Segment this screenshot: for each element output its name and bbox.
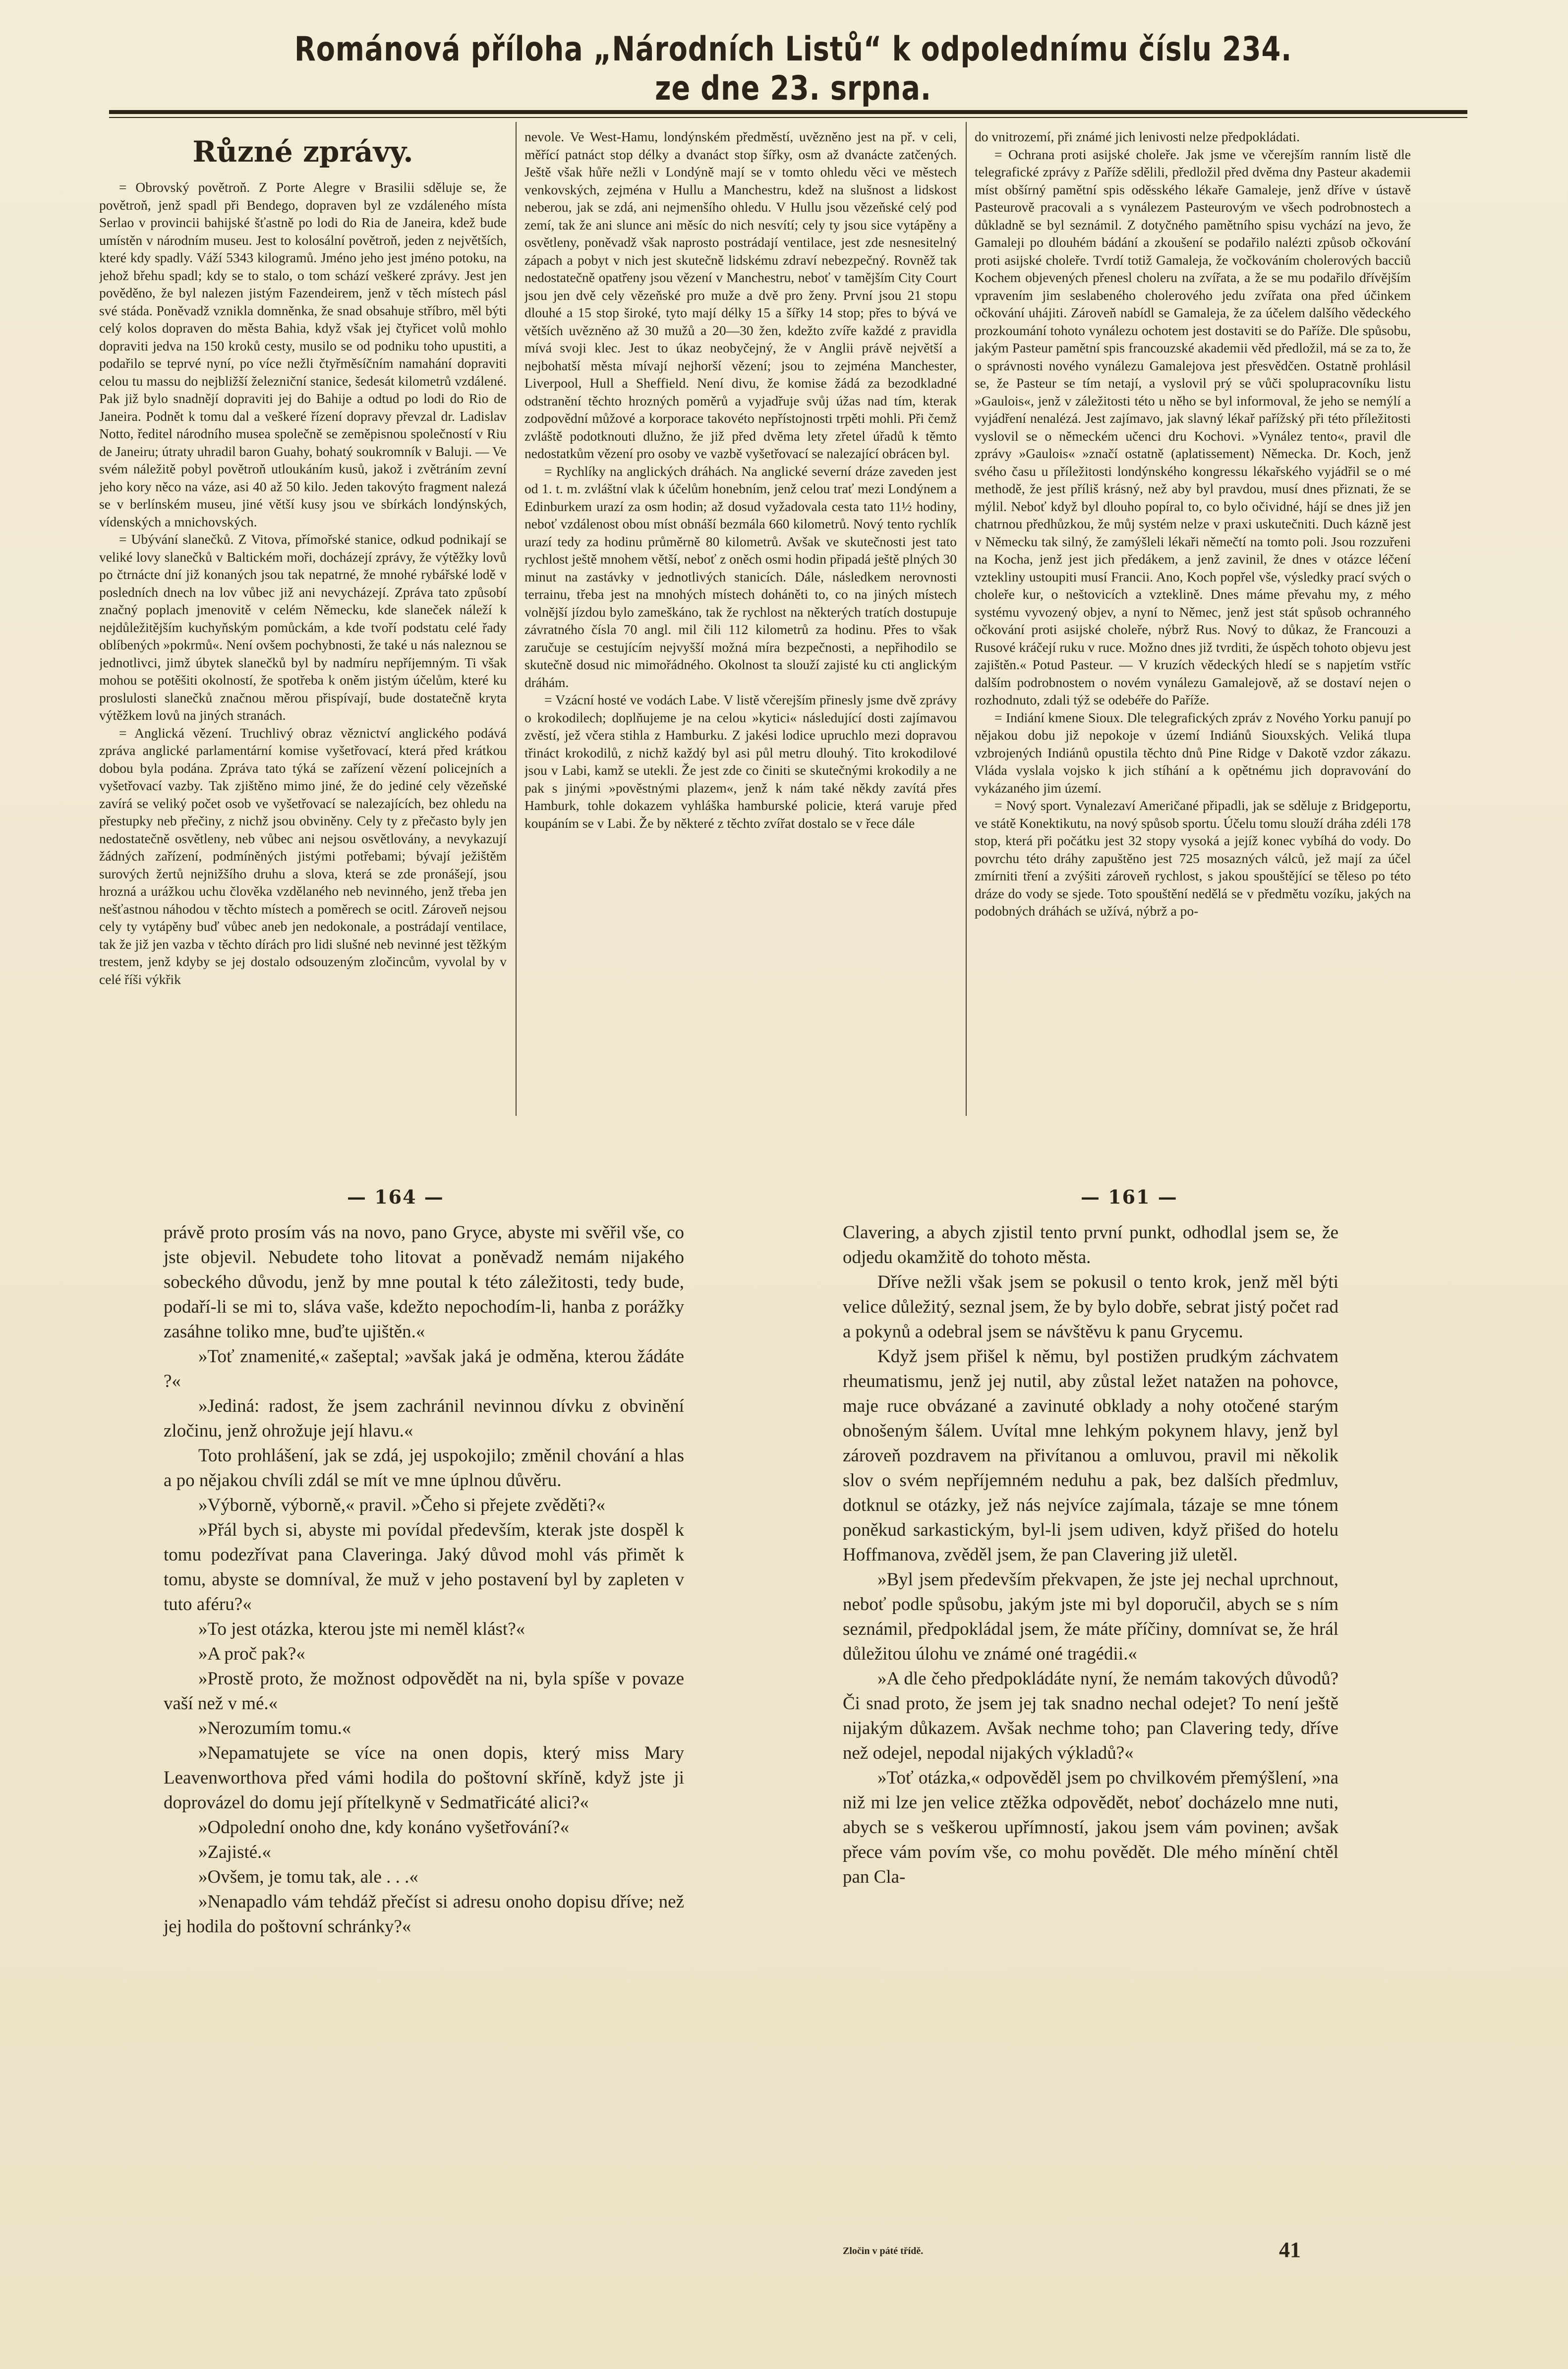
story-paragraph: »Byl jsem především překvapen, že jste jej nechal uprchnout, neboť podle spůsobu, jakým jste mi byl doporučil, abych se s ním seznámil, předpokládal jsem, že máte příčiny, domnívat se, že hrál důležitou úlohu ve známé oné tragédii.«: [843, 1569, 1338, 1664]
news-item: = Obrovský povětroň. Z Porte Alegre v Brasilii sděluje se, že povětroň, jenž spadl při Bendego, dopraven byl ze vzdáleného místa Serlao v provincii bahijské šťastně po lodi do Ria de Janeira, kdež bude umístěn v národním museu. Jest to kolosální povětroň, jeden z největších, které kdy spadly. Váží 5343 kilogramů. Jméno jeho jest jméno potoku, na jehož břehu spadl; kdy se to stalo, o tom schází veškeré zprávy. Jest jen pověděno, že byl nalezen jistým Fazendeirem, jenž v těch místech pásl své stáda. Poněvadž vznikla domněnka, že snad obsahuje stříbro, měl býti celý kolos dopraven do města Bahia, když však jej čtyřicet volů mohlo dopraviti jedva na 150 kroků cesty, musilo se od podniku toho upustiti, a podařilo se teprvé nyní, po více nežli čtyřměsíčním namahání dopraviti celou tu massu do nejbližší železniční stanice, šedesát kilometrů vzdálené. Pak již bylo snadnějí dopraviti jej do Bahije a odtud po lodi do Rio de Janeira. Podnět k tomu dal a veškeré řízení dopravy převzal dr. Ladislav Notto, ředitel národního musea společně se zeměpisnou společností v Riu de Janeiru; útraty uhradil baron Guahy, bohatý soukromník v Baluji. — Ve svém náležitě pobyl povětroň utloukáním kusů, jakož i zvětráním zevní jeho kory něco na váze, asi 40 až 50 kilo. Jeden takovýto fragment nalezá se v berlínském museu, jiné větší kusy jsou ve sbírkách londýnských, vídenských a mnichovských.: [99, 179, 507, 529]
right-page-number: — 161 —: [1081, 1186, 1178, 1208]
news-item: = Anglická vězení. Truchlivý obraz věznictví anglického podává zpráva anglické parlamentární komise vyšetřovací, která před krátkou dobou byla podána. Zpráva tato týká se zařízení vězení policejních a vyšetřovací vazby. Tak zjištěno mimo jiné, že do jediné cely vězeňské zavírá se veliký počet osob ve vyšetřovací se nalezajících, bez ohledu na přestupky neb přečiny, z nichž jsou obviněny. Cely ty z přečasto byly jen nedostatečně osvětleny, neb vůbec ani nejsou osvětlovány, a nevykazují žádných zařízení, podmíněných jistými potřebami; bývají ježištěm surových žertů nejnižšího druhu a slova, která se zde pronášejí, jsou hrozná a urážkou uchu člověka vzdělaného neb nevinného, jenž třeba jen nešťastnou náhodou v těchto místech a poměrech se ocitl. Zároveň nejsou cely ty vytápěny buď vůbec aneb jen nedokonale, a postrádají ventilace, tak že již jen vazba v těchto dírách pro lidi slušné neb nevinné jest těžkým trestem, jenž kdyby se jej dostalo odsouzeným zločincům, vyvolal by v celé říši výkřik: [99, 725, 507, 987]
story-paragraph: »Prostě proto, že možnost odpovědět na ni, byla spíše v povaze vaší než v mé.«: [164, 1669, 684, 1714]
story-paragraph: »Ovšem, je tomu tak, ale . . .«: [198, 1867, 418, 1887]
story-paragraph: Když jsem přišel k němu, byl postižen prudkým záchvatem rheumatismu, jenž jej nutil, aby zůstal ležet natažen na pohovce, maje ruce obvázané a zavinuté obklady a nohy otočené starým obnošeným šálem. Uvítal mne lehkým pokynem hlavy, jenž byl zároveň pozdravem na přivítanou a omluvou, pravil mi několik slov o svém nepříjemném neduhu a pak, bez dalších předmluv, dotknul se otázky, jež nás nejvíce zajímala, tázaje se mne tónem poněkud sarkastickým, byl-li jsem udiven, když přišed do hotelu Hoffmanova, zvěděl jsem, že pan Clavering již uletěl.: [843, 1346, 1338, 1565]
news-item: = Vzácní hosté ve vodách Labe. V listě včerejším přinesly jsme dvě zprávy o krokodilech; doplňujeme je na celou »kytici« následující dosti zajímavou zvěstí, jež včera stihla z Hamburku. Z jakési lodice upruchlo mezi dopravou třináct krokodilů, z nichž každý byl asi půl metru dlouhý. Tito krokodilové jsou v Labi, kamž se utekli. Že jest zde co činiti se skutečnými krokodily a ne pak s jinými »pověstnými plazem«, jenž k nám také někdy zavítá přes Hamburk, tohle dokazem vyhláška hamburské policie, která varuje před koupáním se v Labi. Že by některé z těchto zvířat dostalo se v řece dále: [524, 692, 957, 831]
story-paragraph: Dříve nežli však jsem se pokusil o tento krok, jenž měl býti velice důležitý, seznal jsem, že by bylo dobře, sebrat jistý počet rad a pokynů a odebral jsem se návštěvu k panu Grycemu.: [843, 1272, 1338, 1342]
signature-footer-number: 41: [1279, 2238, 1301, 2262]
story-paragraph: Toto prohlášení, jak se zdá, jej uspokojilo; změnil chování a hlas a po nějakou chvíli zdál se mít ve mne úplnou důvěru.: [164, 1445, 684, 1491]
story-paragraph: »A dle čeho předpokládáte nyní, že nemám takových důvodů? Či snad proto, že jsem jej tak snadno nechal odejet? To není ještě nijakým důkazem. Avšak nechme toho; pan Clavering tedy, dříve než odejel, nepodal nijakých výkladů?«: [843, 1669, 1338, 1763]
right-story-page: [843, 1220, 1338, 1890]
story-paragraph: »Zajisté.«: [198, 1842, 271, 1862]
left-story-page: [164, 1220, 684, 1939]
news-column-2: [524, 128, 957, 1119]
page-header-title: Románová příloha „Národních Listů“ k odpolednímu číslu 234. ze dne 23. srpna.: [294, 30, 1292, 108]
news-item: = Nový sport. Vynalezaví Američané připadli, jak se sděluje z Bridgeportu, ve státě Konektikutu, na nový spůsob sportu. Účelu tomu slouží dráha zdéli 178 stop, která při počátku jest 32 stopy vysoká a jejíž konec vybíhá do vody. Do povrchu této dráhy zapuštěno jest 725 mosazných válců, jež mají za účel zmírniti tření a zvýšiti zároveň rychlost, s jakou spouštějící se těleso po této dráze do vody se sjede. Toto spouštění nedělá se v předmětu vozíku, jakých na podobných dráhách se užívá, nýbrž a po-: [975, 798, 1411, 919]
header-rule-thin: [109, 117, 1467, 118]
news-column-3: [975, 128, 1411, 1119]
header-rule: [109, 110, 1467, 114]
news-item: = Indiání kmene Sioux. Dle telegrafických zpráv z Nového Yorku panují po nějakou dobu již nepokoje v území Indiánů Siouxských. Veliká tlupa vzbrojených Indiánů opustila těchto dnů Pine Ridge v Dakotě vzdor zákazu. Vláda vyslala vojsko k jich stíhání a k opětnému jich dopravování do vykázaného jim území.: [975, 709, 1411, 796]
left-page-number: — 164 —: [347, 1186, 444, 1208]
story-paragraph: »A proč pak?«: [198, 1644, 305, 1664]
story-paragraph: »Výborně, výborně,« pravil. »Čeho si přejete zvěděti?«: [198, 1495, 605, 1515]
column-divider-1: [516, 122, 517, 1116]
news-item: = Ubývání slanečků. Z Vitova, přímořské stanice, odkud podnikají se veliké lovy slanečků v Baltickém moři, docházejí zprávy, že výtěžky lovů po čtrnácte dní již konaných jsou tak nepatrné, že mnohé rybářské lodě v posledních dnech na lov vůbec již ani nevycházejí. Zpráva tato způsobí značný poplach jmenovitě v celém Německu, kde slaneček náleží k nejdůležitějším kuchyňským pomůckám, a kde tvoří podstatu celé řady oblíbených »pokrmů«. Není ovšem pochybnosti, že také u nás naleznou se jednotlivci, jimž úbytek slanečků byl by nadmíru nepříjemným. Ti však mohou se potěšiti okolností, že spotřeba k oněm jistým účelům, které ku proslulosti slanečků značnou měrou přispívají, bude dostatečně kryta výtěžkem lovů na jiných stranách.: [99, 531, 507, 723]
signature-footer-text: Zločin v páté třídě.: [843, 2246, 924, 2256]
story-paragraph: »Nenapadlo vám tehdáž přečíst si adresu onoho dopisu dříve; než jej hodila do poštovní schránky?«: [164, 1892, 684, 1937]
story-paragraph: »Nepamatujete se více na onen dopis, který miss Mary Leavenworthova před vámi hodila do poštovní skříně, když jste ji doprovázel do domu její přítelkyně v Sedmatřicáté alici?«: [164, 1743, 684, 1813]
news-item: = Rychlíky na anglických dráhách. Na anglické severní dráze zaveden jest od 1. t. m. zvláštní vlak k účelům honebním, jenž celou trať mezi Londýnem a Edinburkem urazí za osm hodin; až dosud vyžadovala cesta tato 11½ hodiny, neboť vzdálenost obou míst obnáší bezmála 660 kilometrů. Nový tento rychlík urazí tedy za hodinu průměrně 80 kilometrů. Avšak ve skutečnosti jest tato rychlost ještě mnohem větší, neboť z oněch osmi hodin připadá ještě plných 30 minut na zastávky v jednotlivých stanicích. Dále, následkem nerovnosti terrainu, třeba jest na mnohých místech doháněti to, co na jiných místech volnější jízdou bylo zameškáno, tak že rychlost na některých tratích dostupuje závratného čísla 70 angl. mil čili 112 kilometrů za hodinu. Přes to však zaručuje se cestujícím nejvyšší možná míra bezpečnosti, a nepřihodilo se skutečně dosud nic mimořádného. Okolnost ta slouží zajisté ku cti anglickým dráhám.: [524, 463, 957, 690]
story-paragraph: »Toť znamenité,« zašeptal; »avšak jaká je odměna, kterou žádáte ?«: [164, 1346, 684, 1391]
story-paragraph: právě proto prosím vás na novo, pano Gryce, abyste mi svěřil vše, co jste objevil. Nebudete toho litovat a poněvadž nemám nijakého sobeckého důvodu, jenž by mne poutal k této záležitosti, tedy bude, podaří-li se mi to, sláva vaše, kdežto nepochodím-li, hanba z porážky zasáhne toliko mne, buďte ujištěn.«: [164, 1222, 684, 1342]
story-paragraph: »Přál bych si, abyste mi povídal především, kterak jste dospěl k tomu podezřívat pana Claveringa. Jaký důvod mohl vás přimět k tomu, abyste se domníval, že muž v jeho postavení byl by zapleten v tuto aféru?«: [164, 1520, 684, 1615]
news-item: do vnitrozemí, při známé jich lenivosti nelze předpokládati.: [975, 129, 1300, 144]
news-column-1: [99, 128, 507, 1119]
story-paragraph: »To jest otázka, kterou jste mi neměl klást?«: [198, 1619, 525, 1639]
news-section-title: Různé zprávy.: [192, 135, 413, 169]
news-item: = Ochrana proti asijské choleře. Jak jsme ve včerejším ranním listě dle telegrafické zprávy z Paříže sdělili, předložil před dvěma dny Pasteur akademii míst obšírný pamětní spis oděsského lékaře Gamaleje, jenž dříve v ústavě Pasteurově pracovali a s vynálezem Pasteurovým ve všech podrobnostech a důkladně se byl seznámil. Z dotyčného pamětního spisu vychází na jevo, že Gamaleji po dlouhém bádání a zkoušení se podařilo nalézti způsob očkování proti asijské choleře. Tvrdí totiž Gamaleja, že vočkováním cholerových bacciů Kochem objevených přenesl choleru na zvířata, a že se mu podařilo dřívějším vpravením jim seslabeného cholerového jedu zvířata ona před účinkem očkování uhájiti. Zároveň nabídl se Gamaleja, že za účelem dalšího vědeckého prozkoumání tohoto vynálezu ochotem jest dostaviti se do Paříže. Dle spůsobu, jakým Pasteur pamětní spis francouzské akademii věd předložil, má se za to, že o správnosti nového vynálezu Gamalejova jest přesvědčen. Ostatně prohlásil se, že Pasteur se tím netají, a vyslovil prý se vůči spolupracovníku listu »Gaulois«, jenž v záležitosti této u něho se byl informoval, že jeho se nemýlí a vyjádření nenalézá. Jest zajímavo, jak slavný lékař pařížský při této příležitosti vyslovil se o německém učenci dru Kochovi. »Vynález tento«, pravil dle zprávy »Gaulois« »značí ostatně (aplatissement) Německa. Dr. Koch, jenž svého času u příležitosti londýnského kongressu lékařského vyjádřil se o mé methodě, že jest příliš krásný, než aby byl pravdou, musí dnes přiznati, že se mýlil. Neboť když byl dlouho popíral to, co bylo očividné, hájí se dnes již jen chatrnou předhůzkou, že můj systém nelze v praxi uskutečniti. Duch kázně jest v Německu tak silný, že zamýšleli lékaři němečtí na tomto poli. Jsou rozzuřeni na Kocha, jenž jest jich předákem, a jenž zavinil, že dnes v otázce léčení vztekliny ustoupiti musí Francii. Ano, Koch popřel vše, výsledky prací svých o choleře kur, o neštovicích a vzteklině. Dnes máme převahu my, z mého systému vyvozený objev, a nyní to Němec, jenž jest stát spůsob ochranného očkování proti asijské choleře, nýbrž Rus. Nový to důkaz, že Francouzi a Rusové kráčejí ruku v ruce. Možno dnes již tvrditi, že úspěch tohoto objevu jest zajištěn.« Potud Pasteur. — V kruzích vědeckých hledí se s napjetím vstříc dalším podrobnostem o novém vynálezu Gamalejově, až se dostaví nejen o rozhodnuto, zdali týž se odebéře do Paříže.: [975, 146, 1411, 707]
story-paragraph: »Toť otázka,« odpověděl jsem po chvilkovém přemýšlení, »na niž mi lze jen velice ztěžka odpovědět, neboť docházelo mne nuti, abych se s veškerou upřímností, jakou jsem vám povinen; avšak přece vám povím vše, co mohu povědět. Dle mého mínění chtěl pan Cla-: [843, 1768, 1338, 1887]
story-paragraph: »Nerozumím tomu.«: [198, 1718, 351, 1738]
story-paragraph: Clavering, a abych zjistil tento první punkt, odhodlal jsem se, že odjedu okamžitě do tohoto města.: [843, 1222, 1338, 1268]
column-divider-2: [966, 122, 967, 1116]
news-item: nevole. Ve West-Hamu, londýnském předměstí, uvězněno jest na př. v celi, měřící patnáct stop délky a dvanáct stop šířky, osm až dvanácte zatčených. Ještě však hůře nežli v Londýně mají se v tomto ohledu věci ve městech venkovských, zejména v Hullu a Manchestru, kdež na slušnost a lidskost neberou, jak se zdá, ani nejmenšího ohledu. V Hullu jsou vězeňské celý pod zemí, tak že ani slunce ani měsíc do nich nesvítí; cely ty jsou sice vytápěny a osvětleny, poněvadž však naprosto postrádají ventilace, jest zde nesnesitelný zápach a pobyt v nich jest skutečně lidskému zdraví nebezpečný. Rovněž tak nedostatečně opatřeny jsou vězení v Manchestru, neboť v tamějším City Court jsou jen dvě cely vězeňské pro muže a dvě pro ženy. První jsou 21 stopu dlouhé a 15 stop široké, tyto mají délky 15 a šířky 14 stop; přes to bývá ve větších uvězněno až 30 mužů a 20—30 žen, kdežto zvíře každé z pravidla mívá svoji klec. Jest to úkaz neobyčejný, že v Anglii právě největší a nejbohatší města mívají nejhorší vězení; jsou to zejména Manchester, Liverpool, Hull a Sheffield. Není divu, že komise žádá za bezodkladné odstranění těchto hrozných poměrů a vyjadřuje svůj úžas nad tím, kterak zodpovědní můžové a korporace takovéto nepřístojnosti trpěti mohli. Při čemž zvláště podotknouti dlužno, že již před dvěma lety zřetel úřadů k těmto nedostatkům vězení pro osoby ve vazbě vyšetřovací se nalezající obrácen byl.: [524, 129, 957, 461]
story-paragraph: »Jediná: radost, že jsem zachránil nevinnou dívku z obvinění zločinu, jenž ohrožuje její hlavu.«: [164, 1396, 684, 1441]
story-paragraph: »Odpolední onoho dne, kdy konáno vyšetřování?«: [198, 1817, 570, 1838]
